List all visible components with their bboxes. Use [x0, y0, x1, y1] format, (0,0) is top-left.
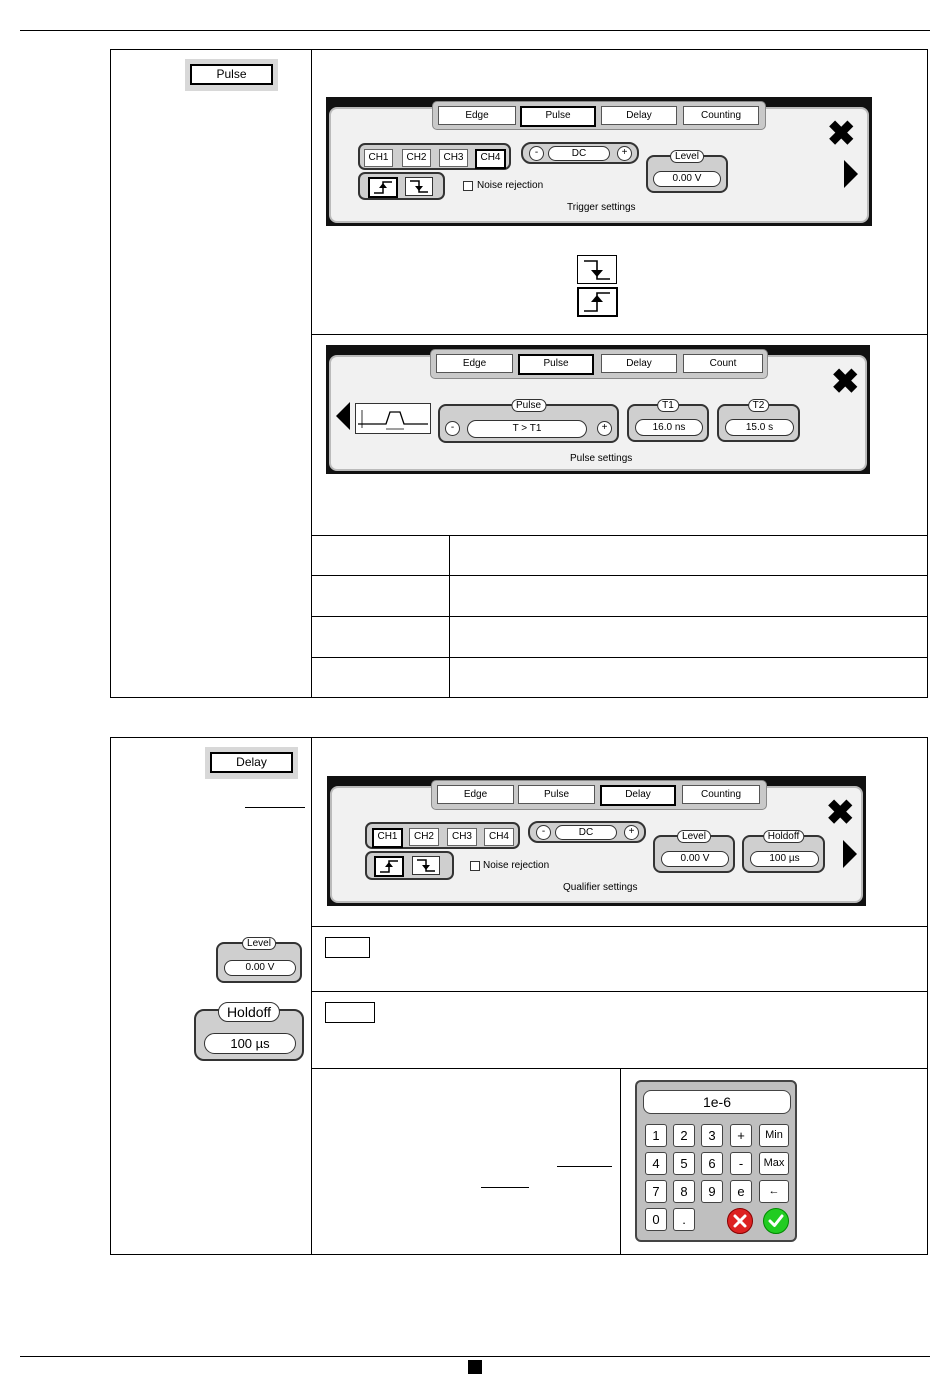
level-label: Level [677, 830, 711, 843]
ch1-button[interactable]: CH1 [372, 828, 403, 848]
delay-selector-button[interactable]: Delay [205, 747, 298, 779]
key-5[interactable]: 5 [673, 1152, 695, 1175]
t1-label: T1 [657, 399, 679, 412]
keypad-display: 1e-6 [643, 1090, 791, 1114]
edge-slope-group [358, 172, 445, 200]
holdoff-widget[interactable] [194, 1004, 304, 1061]
holdoff-reference-box [325, 1002, 375, 1023]
rising-edge-button[interactable] [374, 856, 404, 877]
ch2-button[interactable]: CH2 [402, 149, 431, 167]
ch3-button[interactable]: CH3 [447, 828, 477, 846]
pulse-settings-panel [326, 345, 870, 474]
tab-delay[interactable]: Delay [601, 106, 677, 125]
qualifier-settings-panel [327, 776, 866, 906]
tab-delay[interactable]: Delay [601, 354, 677, 373]
coupling-plus-button[interactable]: + [624, 825, 639, 840]
header-rule [20, 30, 930, 31]
coupling-minus-button[interactable]: - [529, 146, 544, 161]
tab-count[interactable]: Count [683, 354, 763, 373]
t1-control[interactable] [627, 400, 709, 442]
channel-group [365, 822, 520, 849]
channel-group [358, 143, 511, 170]
level-control[interactable] [646, 151, 728, 193]
rising-edge-icon [376, 858, 402, 875]
pulse-label: Pulse [511, 399, 546, 412]
tab-pulse[interactable]: Pulse [518, 785, 595, 804]
holdoff-label: Holdoff [763, 830, 805, 843]
backspace-icon[interactable]: ← [759, 1180, 789, 1203]
footer-rule [20, 1356, 930, 1357]
level-widget[interactable] [216, 938, 302, 983]
confirm-check-icon[interactable] [763, 1208, 789, 1234]
holdoff-value: 100 µs [750, 851, 819, 867]
tab-edge[interactable]: Edge [438, 106, 516, 125]
rising-edge-button[interactable] [368, 177, 398, 198]
pulse-settings-caption: Pulse settings [570, 453, 633, 464]
trigger-settings-panel [326, 97, 872, 226]
tab-counting[interactable]: Counting [682, 785, 760, 804]
ch3-button[interactable]: CH3 [439, 149, 468, 167]
key-1[interactable]: 1 [645, 1124, 667, 1147]
next-arrow-icon[interactable] [843, 840, 857, 868]
key-decimal[interactable]: . [673, 1208, 695, 1231]
key-6[interactable]: 6 [701, 1152, 723, 1175]
coupling-minus-button[interactable]: - [536, 825, 551, 840]
close-icon[interactable]: ✖ [827, 115, 856, 153]
coupling-group [528, 821, 646, 843]
key-7[interactable]: 7 [645, 1180, 667, 1203]
coupling-value: DC [555, 825, 617, 840]
level-widget-label: Level [242, 937, 276, 950]
coupling-plus-button[interactable]: + [617, 146, 632, 161]
falling-edge-button[interactable] [412, 856, 440, 875]
rising-edge-large-icon [577, 287, 618, 317]
close-icon[interactable]: ✖ [831, 363, 860, 401]
falling-edge-icon [406, 178, 432, 195]
trigger-tab-bar [432, 101, 766, 130]
key-max[interactable]: Max [759, 1152, 789, 1175]
coupling-group [521, 142, 639, 164]
ch4-button[interactable]: CH4 [484, 828, 514, 846]
noise-rejection-label: Noise rejection [477, 180, 544, 191]
level-value: 0.00 V [653, 171, 721, 187]
pulse-selector-button[interactable]: Pulse [185, 59, 278, 91]
ch4-button[interactable]: CH4 [475, 149, 506, 169]
holdoff-widget-value: 100 µs [204, 1033, 296, 1054]
falling-edge-icon [413, 857, 439, 874]
tab-delay[interactable]: Delay [600, 785, 676, 806]
noise-rejection-checkbox[interactable] [470, 861, 480, 871]
key-8[interactable]: 8 [673, 1180, 695, 1203]
rising-edge-icon [370, 179, 396, 196]
pulse-mode-value: T > T1 [467, 420, 587, 438]
pulse-minus-button[interactable]: - [445, 421, 460, 436]
key-min[interactable]: Min [759, 1124, 789, 1147]
ch1-button[interactable]: CH1 [364, 149, 393, 167]
key-3[interactable]: 3 [701, 1124, 723, 1147]
key-plus[interactable]: + [730, 1124, 752, 1147]
numeric-keypad [635, 1080, 797, 1242]
tab-pulse[interactable]: Pulse [518, 354, 594, 375]
next-arrow-icon[interactable] [844, 160, 858, 188]
back-arrow-icon[interactable] [336, 402, 350, 430]
tab-edge[interactable]: Edge [437, 785, 514, 804]
trigger-settings-caption: Trigger settings [567, 202, 636, 213]
t2-label: T2 [748, 399, 770, 412]
tab-edge[interactable]: Edge [436, 354, 513, 373]
qualifier-settings-caption: Qualifier settings [563, 882, 638, 893]
pulse-plus-button[interactable]: + [597, 421, 612, 436]
level-label: Level [670, 150, 704, 163]
level-widget-value: 0.00 V [224, 960, 296, 976]
key-exponent[interactable]: e [730, 1180, 752, 1203]
noise-rejection-label: Noise rejection [483, 860, 550, 871]
key-4[interactable]: 4 [645, 1152, 667, 1175]
t1-value: 16.0 ns [635, 419, 703, 436]
level-value: 0.00 V [661, 851, 729, 867]
pulse-tab-bar [430, 349, 768, 379]
level-reference-box [325, 937, 370, 958]
close-icon[interactable]: ✖ [826, 794, 855, 832]
falling-edge-large-icon [577, 255, 617, 284]
falling-edge-button[interactable] [405, 177, 433, 196]
coupling-value: DC [548, 146, 610, 161]
key-9[interactable]: 9 [701, 1180, 723, 1203]
key-2[interactable]: 2 [673, 1124, 695, 1147]
pulse-waveform-icon [355, 403, 431, 434]
pulse-table-divider [311, 49, 312, 698]
tab-counting[interactable]: Counting [683, 106, 759, 125]
ch2-button[interactable]: CH2 [409, 828, 439, 846]
edge-slope-group [365, 851, 454, 880]
delay-table-divider [311, 737, 312, 1255]
qualifier-tab-bar [431, 780, 767, 810]
t2-control[interactable] [717, 400, 800, 442]
level-control[interactable] [653, 831, 735, 873]
holdoff-widget-label: Holdoff [218, 1002, 280, 1022]
key-0[interactable]: 0 [645, 1208, 667, 1231]
tab-pulse[interactable]: Pulse [520, 106, 596, 127]
page-number-marker [468, 1360, 482, 1374]
holdoff-control[interactable] [742, 831, 825, 873]
t2-value: 15.0 s [725, 419, 794, 436]
key-minus[interactable]: - [730, 1152, 752, 1175]
noise-rejection-checkbox[interactable] [463, 181, 473, 191]
cancel-icon[interactable] [727, 1208, 753, 1234]
pulse-mode-control[interactable] [438, 400, 619, 443]
